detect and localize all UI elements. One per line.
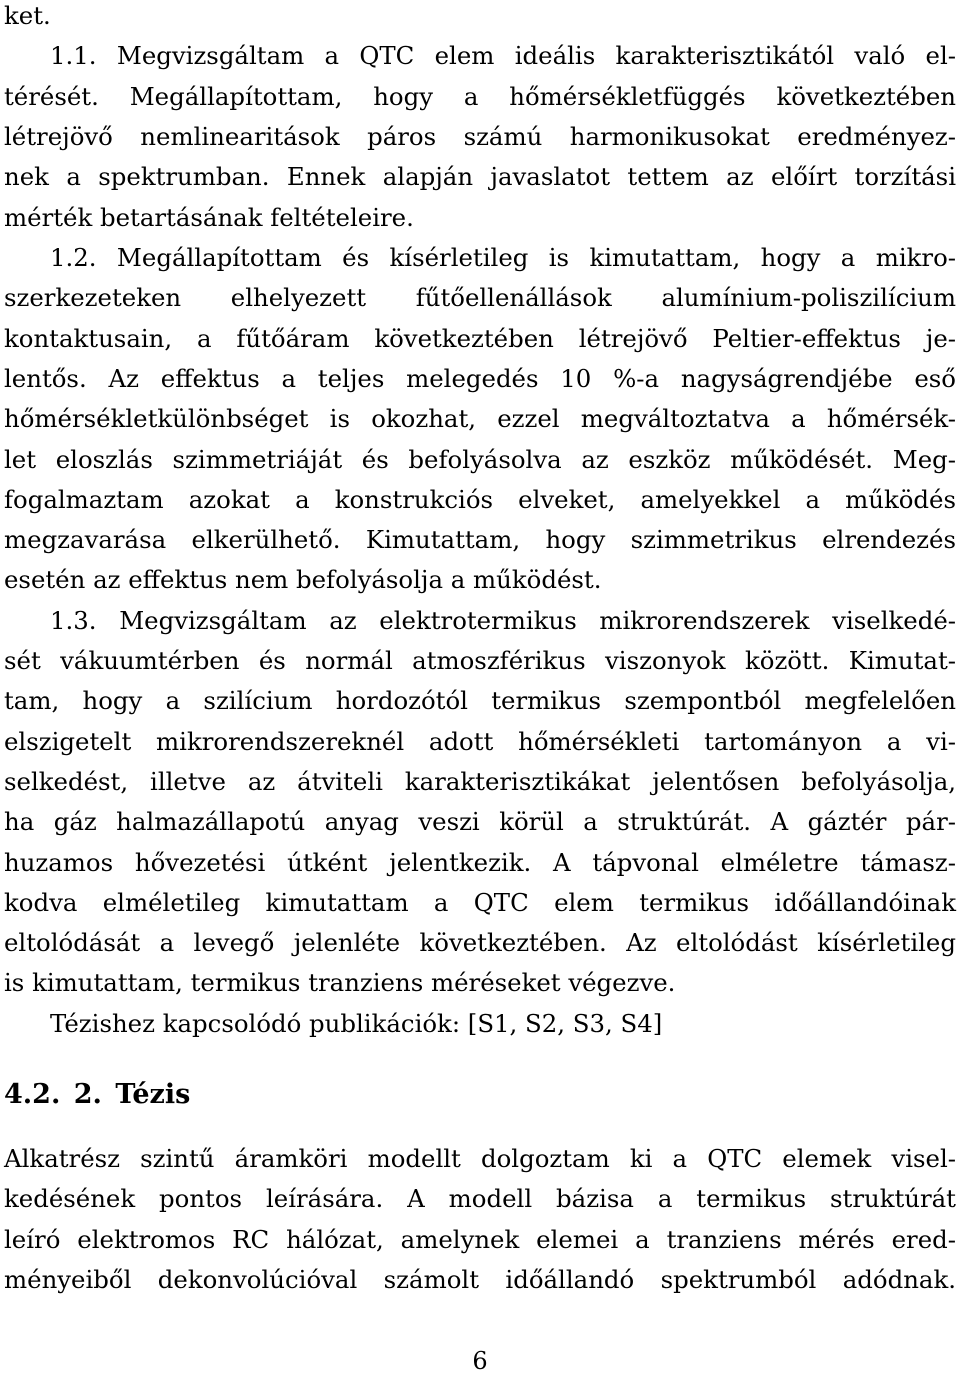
text-line: eltolódását a levegő jelenléte következtében. Az eltolódást kísérletileg [4,928,956,957]
text-line: tam, hogy a szilícium hordozótól termikus szempontból megfelelően [4,686,956,715]
text-line: leíró elektromos RC hálózat, amelynek elemei a tranziens mérés ered- [4,1225,956,1254]
text-line: megzavarása elkerülhető. Kimutattam, hogy szimmetrikus elrendezés [4,525,956,554]
text-line: térését. Megállapítottam, hogy a hőmérsékletfüggés következtében [4,82,956,111]
text-line: hőmérsékletkülönbséget is okozhat, ezzel megváltoztatva a hőmérsék- [4,404,956,433]
text-line: ha gáz halmazállapotú anyag veszi körül a struktúrát. A gáztér pár- [4,807,956,836]
text-line: let eloszlás szimmetriáját és befolyásolva az eszköz működését. Meg- [4,445,956,474]
text-line: huzamos hővezetési útként jelentkezik. A tápvonal elméletre támasz- [4,848,956,877]
text-line: ményeiből dekonvolúcióval számolt időállandó spektrumból adódnak. [4,1265,956,1294]
text-line: sét vákuumtérben és normál atmoszférikus viszonyok között. Kimutat- [4,646,956,675]
text-line: 1.3. Megvizsgáltam az elektrotermikus mikrorendszerek viselkedé- [50,606,956,635]
publications-line: Tézishez kapcsolódó publikációk: [S1, S2, S3, S4] [50,1009,663,1038]
text-line: elszigetelt mikrorendszereknél adott hőmérsékleti tartományon a vi- [4,727,956,756]
text-line: kontaktusain, a fűtőáram következtében létrejövő Peltier-effektus je- [4,324,956,353]
text-line: Alkatrész szintű áramköri modellt dolgoztam ki a QTC elemek visel- [4,1144,956,1173]
text-line: nek a spektrumban. Ennek alapján javaslatot tettem az előírt torzítási [4,162,956,191]
text-line: lentős. Az effektus a teljes melegedés 10 %-a nagyságrendjébe eső [4,364,956,393]
text-line: fogalmaztam azokat a konstrukciós elveket, amelyekkel a működés [4,485,956,514]
text-line: selkedést, illetve az átviteli karakterisztikákat jelentősen befolyásolja, [4,767,956,796]
text-line: mérték betartásának feltételeire. [4,203,414,232]
text-line: szerkezeteken elhelyezett fűtőellenállások alumínium-poliszilícium [4,283,956,312]
text-line: kodva elméletileg kimutattam a QTC elem termikus időállandóinak [4,888,956,917]
text-line: esetén az effektus nem befolyásolja a működést. [4,565,602,594]
text-line: 1.2. Megállapítottam és kísérletileg is kimutattam, hogy a mikro- [50,243,956,272]
section-heading: 4.2. 2. Tézis [4,1079,191,1110]
text-line: ket. [4,1,51,30]
text-line: kedésének pontos leírására. A modell bázisa a termikus struktúrát [4,1184,956,1213]
text-line: létrejövő nemlinearitások páros számú harmonikusokat eredményez- [4,122,956,151]
text-line: 1.1. Megvizsgáltam a QTC elem ideális karakterisztikától való el- [50,41,956,70]
page-number: 6 [472,1347,488,1375]
text-line: is kimutattam, termikus tranziens méréseket végezve. [4,968,676,997]
